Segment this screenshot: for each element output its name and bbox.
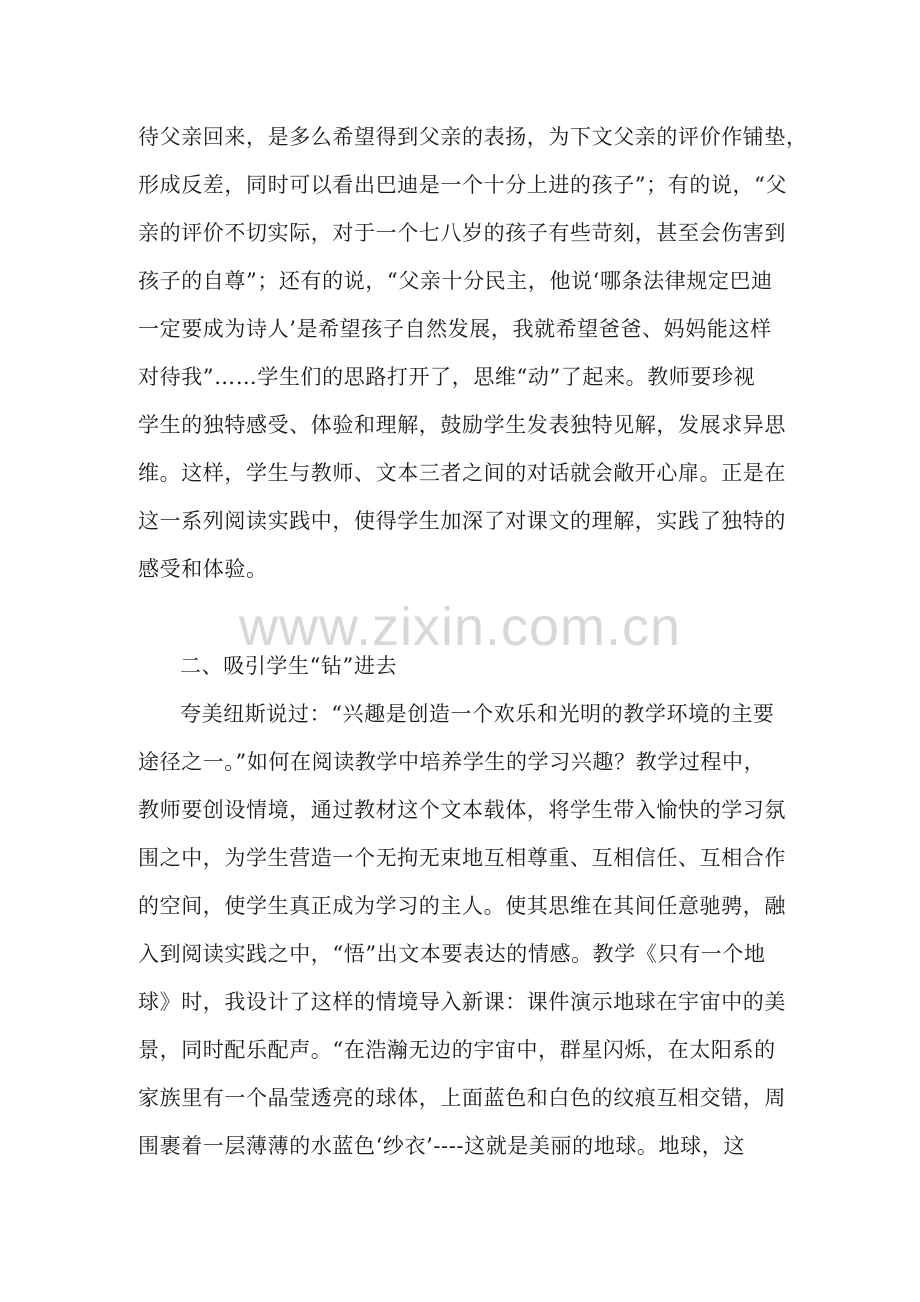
text-line: 夸美纽斯说过：“兴趣是创造一个欢乐和光明的教学环境的主要 — [180, 702, 775, 726]
paragraph-1 — [138, 113, 808, 593]
text-line: 教师要创设情境，通过教材这个文本载体，将学生带入愉快的学习氛 — [138, 798, 786, 822]
text-line: 入到阅读实践之中，“悟”出文本要表达的情感。教学《只有一个地 — [138, 942, 766, 966]
text-line: 维。这样，学生与教师、文本三者之间的对话就会敞开心扉。正是在 — [138, 461, 786, 485]
text-line: 球》时，我设计了这样的情境导入新课：课件演示地球在宇宙中的美 — [138, 990, 786, 1014]
text-line: 围之中，为学生营造一个无拘无束地互相尊重、互相信任、互相合作 — [138, 846, 786, 870]
text-line: 形成反差，同时可以看出巴迪是一个十分上进的孩子”；有的说，“父 — [138, 173, 788, 197]
section-heading: 二、吸引学生“钻”进去 — [180, 654, 398, 678]
text-line: 学生的独特感受、体验和理解，鼓励学生发表独特见解，发展求异思 — [138, 413, 786, 437]
text-line: 待父亲回来，是多么希望得到父亲的表扬，为下文父亲的评价作铺垫， — [138, 125, 808, 149]
text-line: 围裹着一层薄薄的水蓝色‘纱衣’----这就是美丽的地球。地球，这 — [138, 1134, 745, 1158]
text-line: 亲的评价不切实际，对于一个七八岁的孩子有些苛刻，甚至会伤害到 — [138, 221, 786, 245]
text-line: 孩子的自尊”；还有的说，“父亲十分民主，他说‘哪条法律规定巴迪 — [138, 269, 773, 293]
text-line: 家族里有一个晶莹透亮的球体，上面蓝色和白色的纹痕互相交错，周 — [138, 1086, 786, 1110]
text-line: 一定要成为诗人’是希望孩子自然发展，我就希望爸爸、妈妈能这样 — [138, 317, 772, 341]
text-line: 景，同时配乐配声。“在浩瀚无边的宇宙中，群星闪烁，在太阳系的 — [138, 1038, 776, 1062]
section-2 — [138, 642, 788, 1170]
text-line: 这一系列阅读实践中，使得学生加深了对课文的理解，实践了独特的 — [138, 509, 786, 533]
text-line: 对待我”……学生们的思路打开了，思维“动”了起来。教师要珍视 — [138, 365, 756, 389]
text-line: 的空间，使学生真正成为学习的主人。使其思维在其间任意驰骋，融 — [138, 894, 786, 918]
site-watermark: www.zixin.com.cn — [238, 597, 682, 657]
text-line: 途径之一。”如何在阅读教学中培养学生的学习兴趣？教学过程中， — [138, 750, 766, 774]
text-line: 感受和体验。 — [138, 557, 268, 581]
